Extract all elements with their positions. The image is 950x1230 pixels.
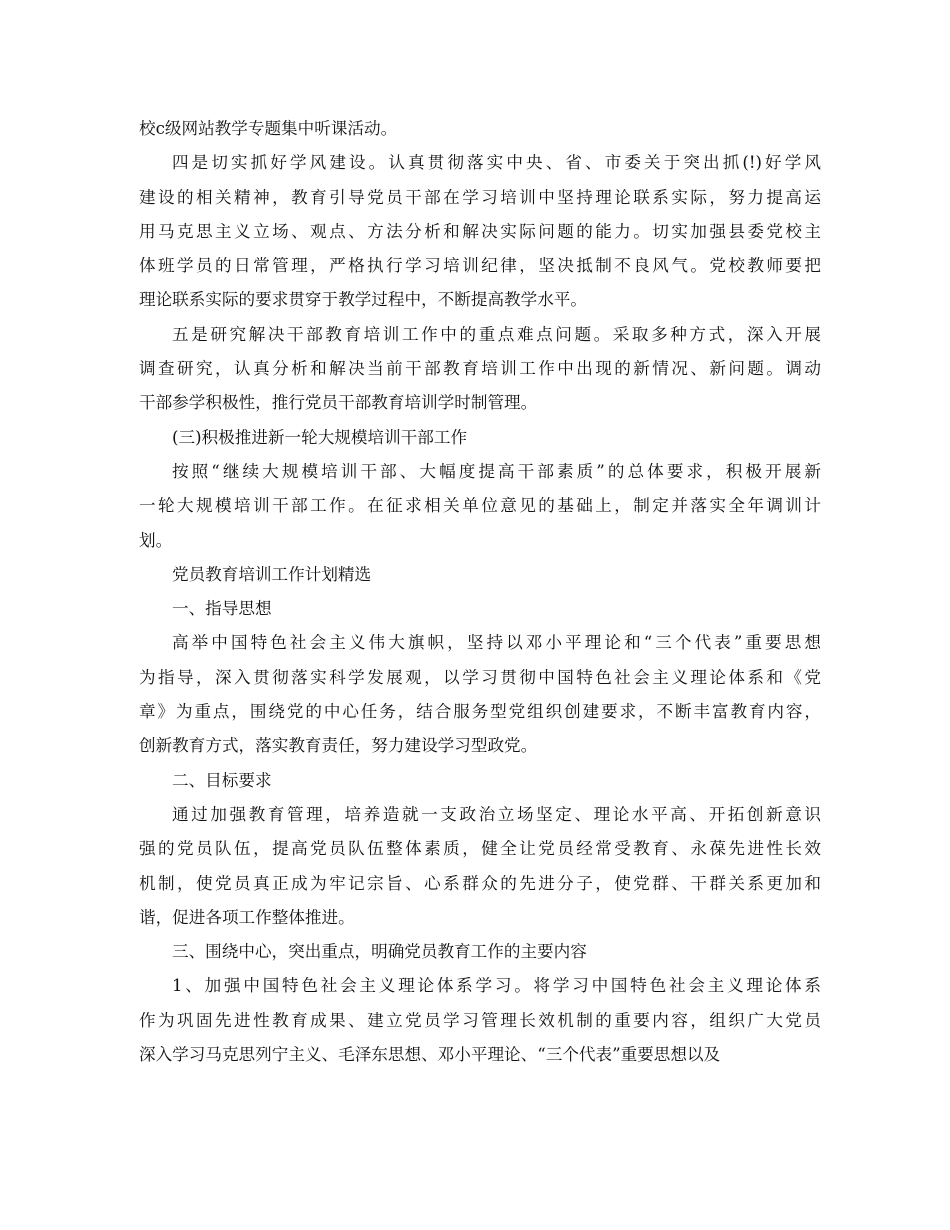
text-line: 三、围绕中心，突出重点，明确党员教育工作的主要内容 bbox=[172, 942, 587, 962]
text-line: 机制，使党员真正成为牢记宗旨、心系群众的先进分子，使党群、干群关系更加和 bbox=[139, 873, 821, 893]
document-body bbox=[139, 112, 821, 1072]
paragraph bbox=[139, 455, 821, 558]
text-line: 二、目标要求 bbox=[172, 770, 272, 790]
paragraph bbox=[139, 969, 821, 1072]
text-line: (三)积极推进新一轮大规模培训干部工作 bbox=[172, 427, 468, 447]
text-line: 创新教育方式，落实教育责任，努力建设学习型政党。 bbox=[139, 736, 538, 756]
text-line: 章》为重点，围绕党的中心任务，结合服务型党组织创建要求，不断丰富教育内容， bbox=[139, 702, 821, 722]
text-line: 强的党员队伍，提高党员队伍整体素质，健全让党员经常受教育、永葆先进性长效 bbox=[139, 839, 821, 859]
text-line: 高举中国特色社会主义伟大旗帜，坚持以邓小平理论和“三个代表”重要思想 bbox=[172, 633, 821, 653]
text-line: 按照“继续大规模培训干部、大幅度提高干部素质”的总体要求，积极开展新 bbox=[172, 461, 821, 481]
text-line: 用马克思主义立场、观点、方法分析和解决实际问题的能力。切实加强县委党校主 bbox=[139, 221, 821, 241]
text-line: 通过加强教育管理，培养造就一支政治立场坚定、理论水平高、开拓创新意识 bbox=[172, 804, 821, 824]
text-line: 建设的相关精神，教育引导党员干部在学习培训中坚持理论联系实际，努力提高运 bbox=[139, 187, 821, 207]
section-heading bbox=[139, 764, 821, 798]
text-line: 四是切实抓好学风建设。认真贯彻落实中央、省、市委关于突出抓(!)好学风 bbox=[172, 153, 821, 173]
paragraph bbox=[139, 626, 821, 763]
text-line: 一轮大规模培训干部工作。在征求相关单位意见的基础上，制定并落实全年调训计 bbox=[139, 496, 821, 516]
text-line: 党员教育培训工作计划精选 bbox=[172, 564, 372, 584]
text-line: 划。 bbox=[139, 530, 173, 550]
text-line: 1、加强中国特色社会主义理论体系学习。将学习中国特色社会主义理论体系 bbox=[172, 976, 821, 996]
text-line: 干部参学积极性，推行党员干部教育培训学时制管理。 bbox=[139, 393, 538, 413]
paragraph bbox=[139, 318, 821, 421]
text-line: 调查研究，认真分析和解决当前干部教育培训工作中出现的新情况、新问题。调动 bbox=[139, 359, 821, 379]
section-heading bbox=[139, 935, 821, 969]
text-line: 为指导，深入贯彻落实科学发展观，以学习贯彻中国特色社会主义理论体系和《党 bbox=[139, 667, 821, 687]
paragraph bbox=[139, 146, 821, 317]
section-heading bbox=[139, 558, 821, 592]
text-line: 深入学习马克思列宁主义、毛泽东思想、邓小平理论、“三个代表”重要思想以及 bbox=[139, 1045, 721, 1065]
text-line: 校c级网站教学专题集中听课活动。 bbox=[139, 119, 398, 138]
paragraph bbox=[139, 112, 821, 146]
text-line: 五是研究解决干部教育培训工作中的重点难点问题。采取多种方式，深入开展 bbox=[172, 324, 821, 344]
paragraph bbox=[139, 798, 821, 935]
text-line: 作为巩固先进性教育成果、建立党员学习管理长效机制的重要内容，组织广大党员 bbox=[139, 1010, 821, 1030]
section-heading bbox=[139, 421, 821, 455]
text-line: 理论联系实际的要求贯穿于教学过程中，不断提高教学水平。 bbox=[139, 290, 588, 310]
text-line: 一、指导思想 bbox=[172, 599, 272, 619]
text-line: 谐，促进各项工作整体推进。 bbox=[139, 907, 355, 927]
section-heading bbox=[139, 592, 821, 626]
text-line: 体班学员的日常管理，严格执行学习培训纪律，坚决抵制不良风气。党校教师要把 bbox=[139, 256, 821, 276]
